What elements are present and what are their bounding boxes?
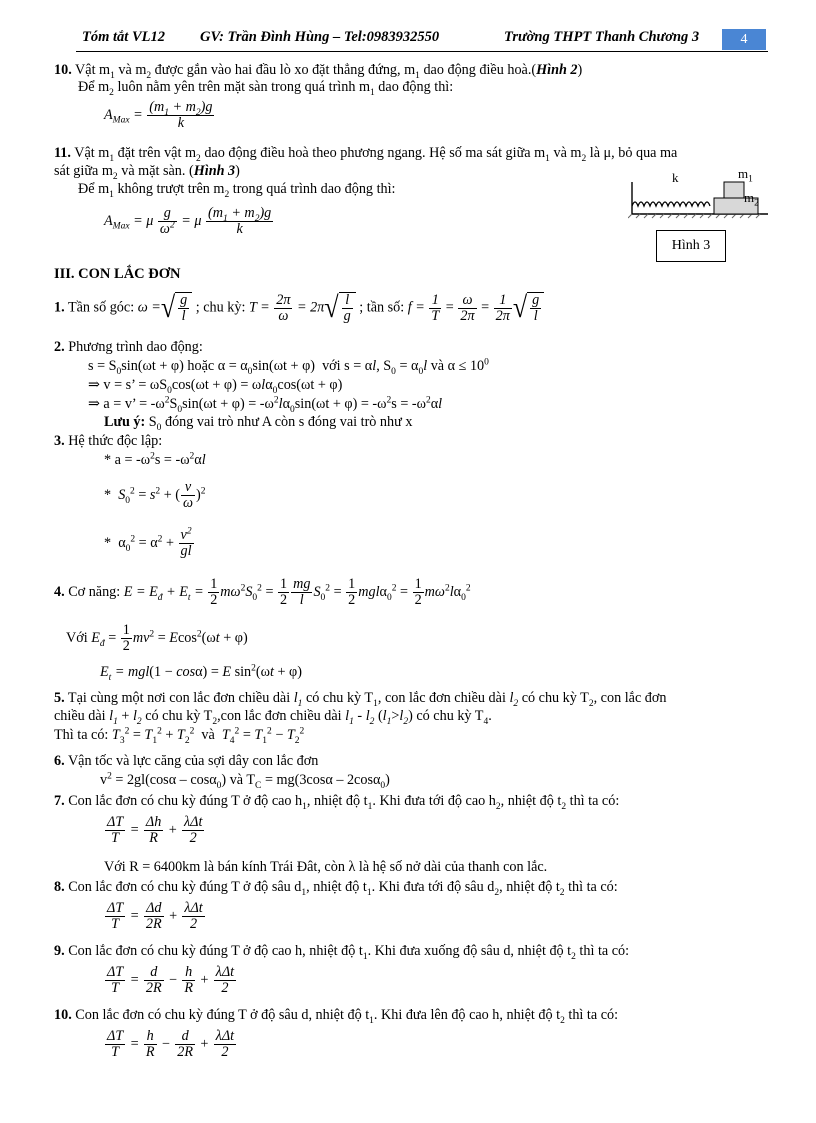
spring-label: k (672, 170, 679, 185)
relation-s0: * $S_0^2 = s^2$ + ( $\frac{v}{\omega}$ )$^2$ (104, 479, 206, 512)
figure-ref: Hình 3 (193, 163, 236, 179)
item-9: 9. Con lắc đơn có chu kỳ đúng T ở độ cao h, nhiệt độ $t_1$. Khi đưa xuống độ sâu d, nhiệt độ $t_2$ thì ta có: (54, 943, 630, 962)
page-header (76, 27, 768, 52)
item-text: Phương trình dao động: (68, 339, 203, 355)
item-5-line2: chiều dài $l_1 + l_2$ có chu kỳ $T_2,con$ lắc đơn chiều dài $l_1 - l_2$ $(l_1>l_2)$ có chu kỳ $T_4$. (54, 708, 492, 727)
item-text: Với (66, 630, 88, 646)
kinetic-energy: Với $E_đ$ = $\frac{1}{2}$ $mv^2 = Ecos^2(\omega t + \varphi)$ (66, 622, 248, 655)
item-10b: 10. Con lắc đơn có chu kỳ đúng T ở độ sâu d, nhiệt độ $t_1$. Khi đưa lên độ cao h, nhiệt độ $t_2$ thì ta có: (54, 1007, 619, 1026)
formula-8: $\frac{\Delta T}{T}$ = $\frac{\Delta d}{2R}$ + λΔt 2 (107, 900, 203, 933)
equation-v: ⇒ v = s’ = $\omega S_0\cos(\omega t + \varphi) = \omega l\alpha_0\cos(\omega t + \varphi)$ (88, 377, 343, 396)
item-2 (54, 339, 203, 356)
item-5-line3: Thì ta có: $T_3^2 = T_1^2 + T_2^2$ và $T_4^2 = T_1^2 - T_2^2$ (54, 726, 305, 746)
item-11-line2: sát giữa $m_2$ và mặt sàn. (Hình 3) (54, 163, 240, 182)
item-6-formula: $v^2 = 2gl(\cos\alpha - \cos\alpha_0)$ và $T_C = mg(3\cos\alpha - 2\cos\alpha_0)$ (100, 771, 390, 791)
header-school: Trường THPT Thanh Chương 3 (504, 29, 700, 45)
item-number: 3. (54, 433, 65, 449)
item-7: 7. Con lắc đơn có chu kỳ đúng T ở độ cao $h_1$, nhiệt độ $t_1$. Khi đưa tới độ cao $h_2$, nhiệt độ $t_2$ thì ta có: (54, 793, 620, 812)
formula-amax-vertical: $A_{Max}$ = $\frac{(m_1 + m_2)g}{k}$ (104, 99, 213, 131)
item-text: Hệ thức độc lập: (68, 433, 163, 449)
formula-9: $\frac{\Delta T}{T}$ = $\frac{d}{2R}$ − $\frac{h}{R}$ + λΔt 2 (107, 964, 235, 997)
item-text: Cơ năng: (68, 584, 121, 600)
figure-3-caption: Hình 3 (656, 230, 726, 262)
item-10-condition: Để $m_2$ luôn nằm yên trên mặt sàn trong quá trình $m_1$ dao động thì: (78, 79, 454, 98)
item-text: ; chu kỳ: (195, 299, 246, 316)
header-title: Tóm tắt VL12 (82, 29, 165, 45)
item-10: 10. Vật $m_1$ và $m_2$ được gắn vào hai đầu lò xo đặt thẳng đứng, $m_1$ dao động điều hoà.(Hình 2) (54, 62, 583, 81)
item-number: 9. (54, 943, 65, 959)
item-number: 5. (54, 690, 65, 706)
formula-10b: $\frac{\Delta T}{T}$ = $\frac{h}{R}$ − $\frac{d}{2R}$ + λΔt 2 (107, 1028, 235, 1061)
item-5: 5. Tại cùng một nơi con lắc đơn chiều dài $l_1$ có chu kỳ $T_1$, con lắc đơn chiều dài $l_2$ có chu kỳ $T_2$, con lắc đơn (54, 690, 667, 709)
note: Lưu ý: $S_0$ đóng vai trò như A còn s đóng vai trò như x (104, 414, 413, 433)
item-4: 4. Cơ năng: $E = E_đ + E_t$ = $\frac{1}{2}$ $m\omega^2S_0^2$ = $\frac{1}{2}$ $\frac{mg}{l}$ $S_0^2$ = $\frac{1}{2}$ mglα$_0^2$ = $\frac{1}{2}$ $m\omega^2l\alpha_0^2$ (54, 576, 471, 609)
item-text: ; tần số: (359, 299, 405, 316)
item-text: Vận tốc và lực căng của sợi dây con lắc đơn (67, 753, 319, 769)
page-number: 4 (722, 29, 766, 50)
equation-a: ⇒ a = v’ = $-\omega^2S_0\sin(\omega t + \varphi) = -\omega^2l\alpha_0\sin(\omega t + \varphi) = -\omega^2s = -\omega^2\alpha l$ (88, 395, 443, 415)
equation-s: $s = S_0\sin(\omega t + \varphi)$ hoặc $\alpha = \alpha_0\sin(\omega t + \varphi)$ với s = αl, $S_0 = \alpha_0l$ và $\alpha \le 10^0$ (88, 357, 489, 377)
relation-alpha0: * $\alpha_0^2 = \alpha^2$ + $\frac{v^2}{gl}$ (104, 526, 192, 560)
mass-m1-label: $m_1$ (738, 166, 753, 185)
item-number: 4. (54, 584, 65, 600)
potential-energy: $E_t = mgl(1 - \cos\alpha) = E$ $\sin^2(\omega t + \varphi)$ (100, 663, 302, 683)
note-label: Lưu ý: (104, 414, 146, 430)
item-number: 10. (54, 62, 72, 78)
item-number: 10. (54, 1007, 72, 1023)
item-number: 1. (54, 299, 65, 316)
item-number: 8. (54, 879, 65, 895)
item-number: 11. (54, 145, 71, 161)
item-11: 11. Vật $m_1$ đặt trên vật $m_2$ dao động điều hoà theo phương ngang. Hệ số ma sát giữa $m_1$ và $m_2$ là μ, bỏ qua ma (54, 145, 678, 164)
formula-amax-horizontal: $A_{Max} = \mu$ $\frac{g}{\omega^2}$ = μ $\frac{(m_1 + m_2)g}{k}$ (104, 205, 272, 237)
item-8: 8. Con lắc đơn có chu kỳ đúng T ở độ sâu $d_1$, nhiệt độ $t_1$. Khi đưa tới độ sâu $d_2$, nhiệt độ $t_2$ thì ta có: (54, 879, 618, 898)
item-1: 1. Tần số góc: ω =√ $\frac{g}{l}$ ; chu kỳ: T = $\frac{2\pi}{\omega}$ = 2π√ $\frac{l}{g}$ ; tần số: f = $\frac{1}{T}$ = $\frac{\omega}{2\pi}$ = $\frac{1}{2\pi}$ √ $\frac{g}{l}$ (54, 292, 544, 324)
section-title: III. CON LẮC ĐƠN (54, 266, 181, 282)
relation-a: * $a = -\omega^2s = -\omega^2\alpha l$ (104, 451, 206, 468)
formula-7: $\frac{\Delta T}{T}$ = $\frac{\Delta h}{R}$ + λΔt 2 (107, 814, 203, 847)
figure-ref: Hình 2 (536, 62, 578, 78)
item-text: Thì ta có: (54, 727, 109, 743)
item-7-note: Với R = 6400km là bán kính Trái Đât, còn λ là hệ số nở dài của thanh con lắc. (104, 859, 548, 875)
item-text: Tần số góc: (67, 299, 135, 316)
item-number: 7. (54, 793, 65, 809)
item-11-condition: Để $m_1$ không trượt trên $m_2$ trong quá trình dao động thì: (78, 181, 396, 200)
mass-m2-label: $m_2$ (744, 190, 759, 209)
item-3 (54, 433, 162, 450)
item-number: 2. (54, 339, 65, 355)
item-number: 6. (54, 753, 65, 769)
header-teacher: GV: Trần Đình Hùng – Tel:0983932550 (200, 29, 440, 45)
item-6 (54, 753, 318, 770)
